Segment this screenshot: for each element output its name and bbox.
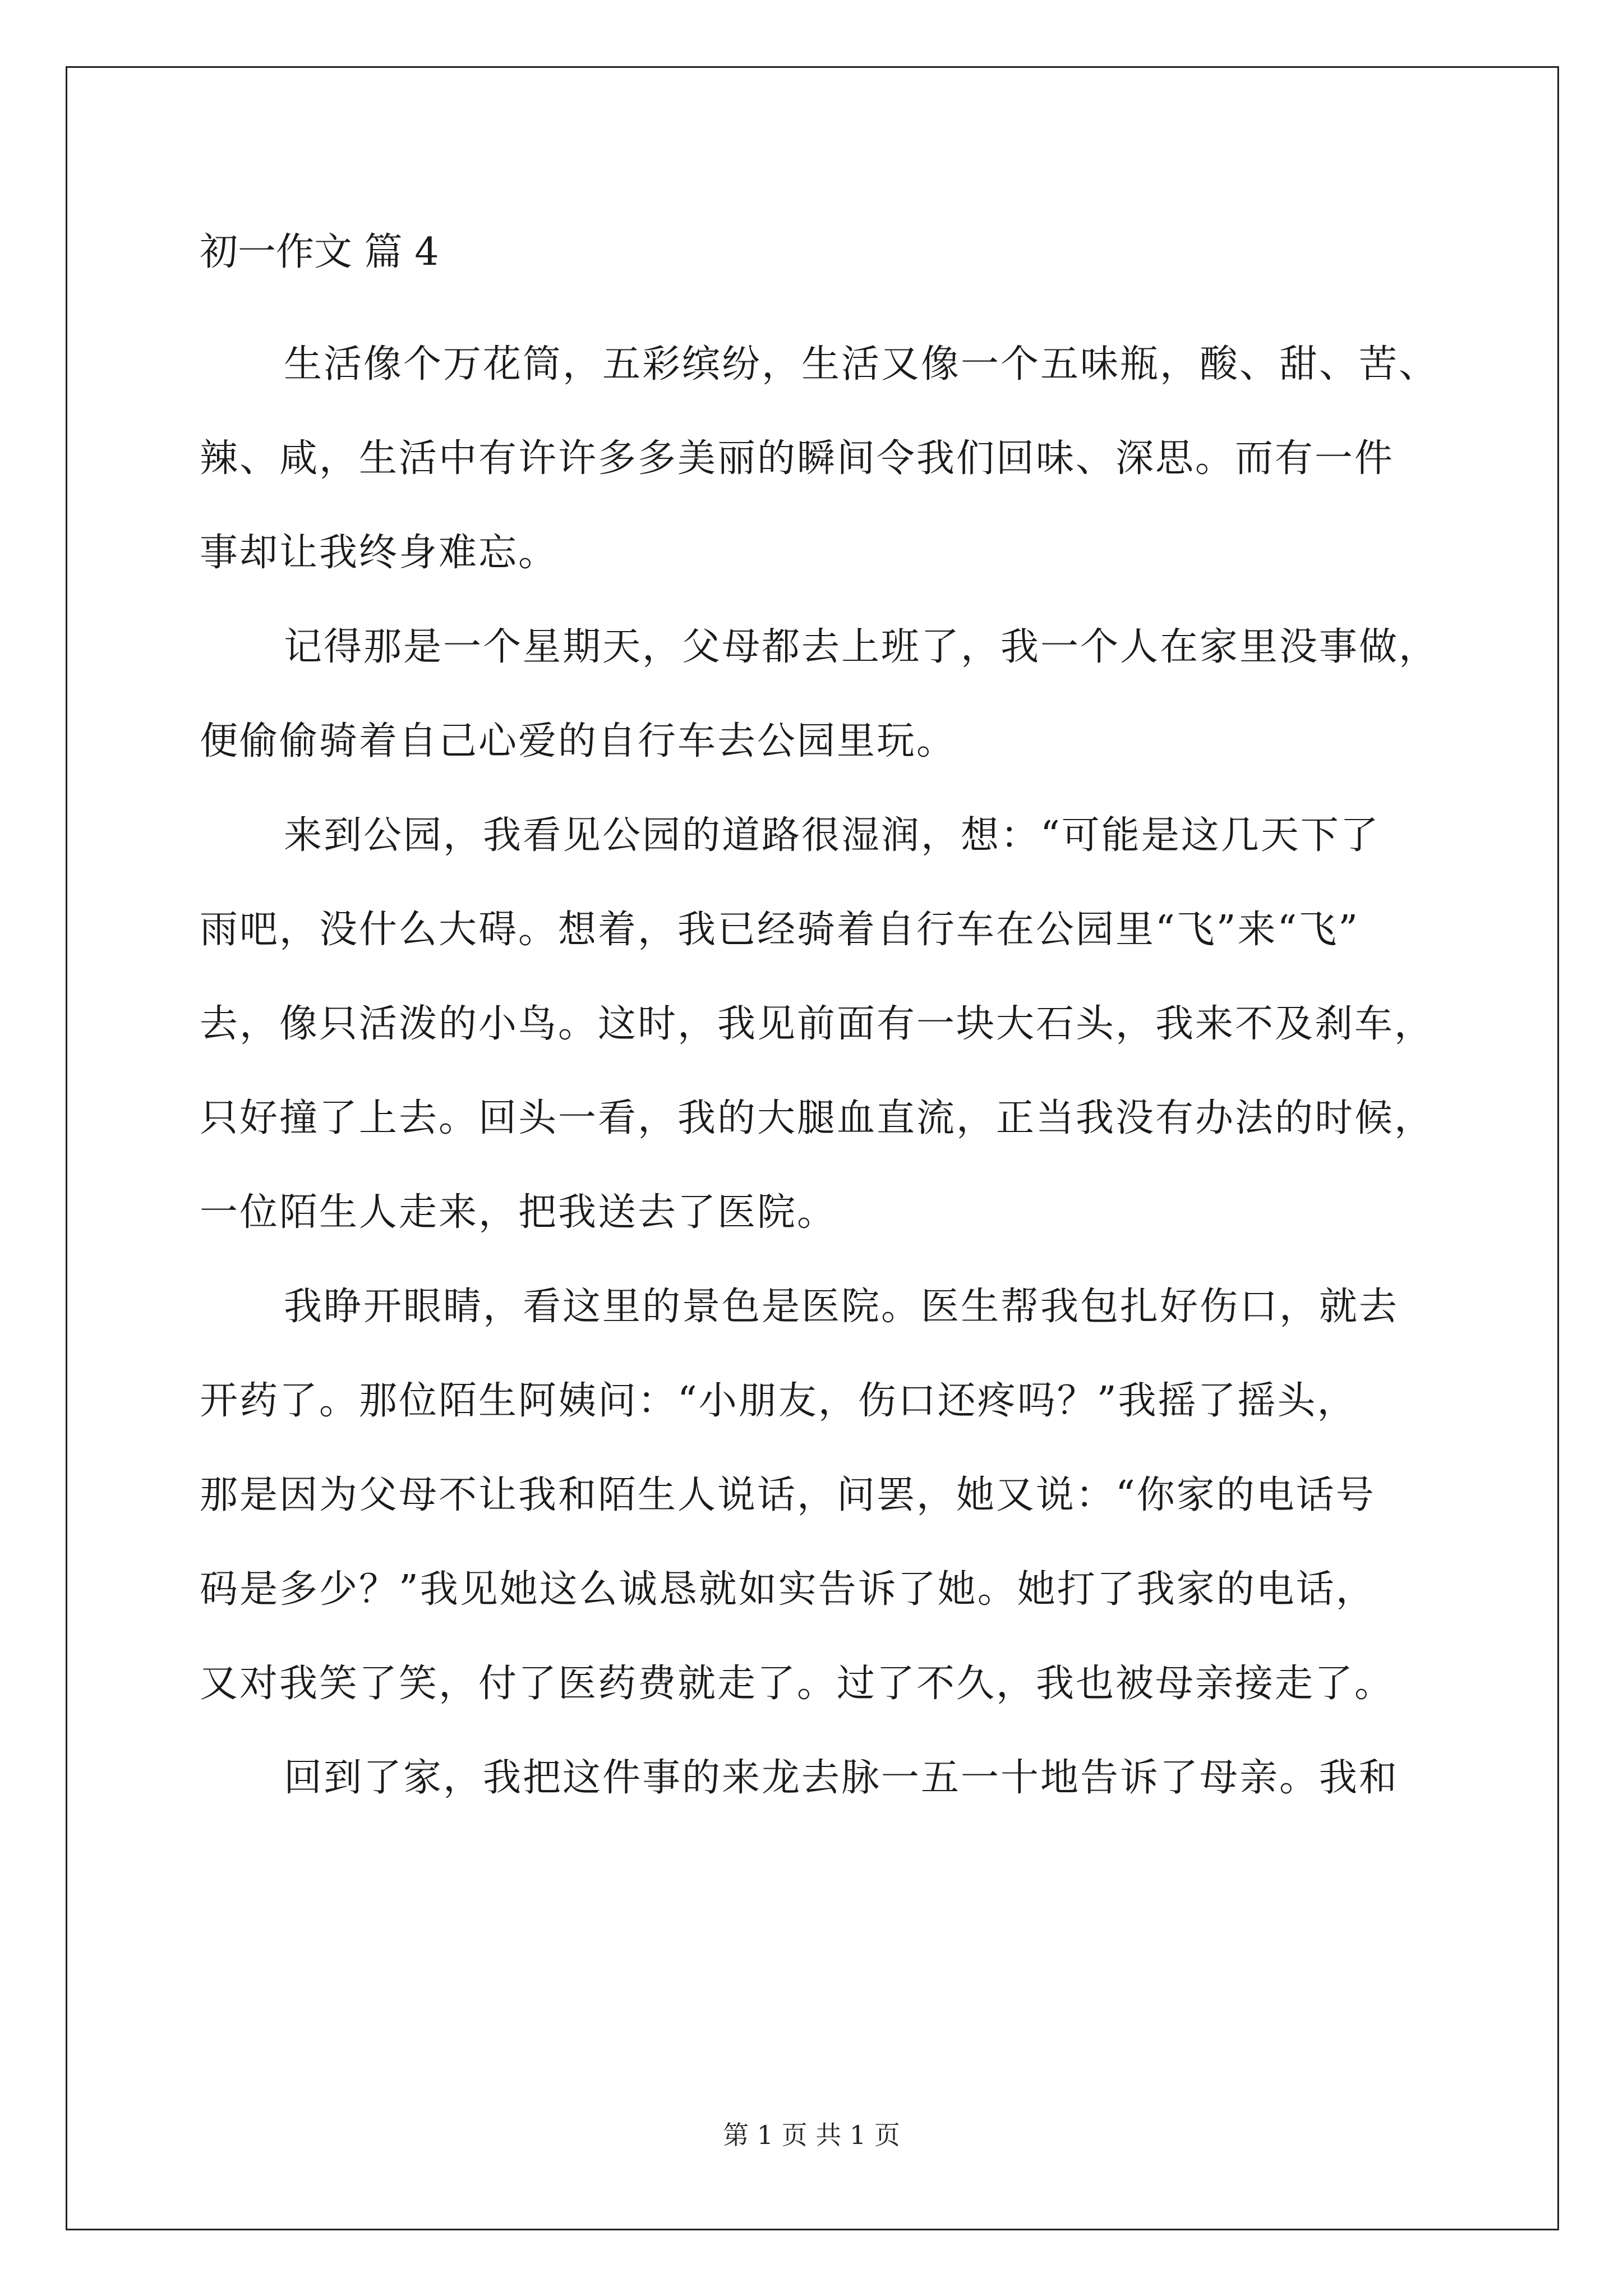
text-line: 雨吧，没什么大碍。想着，我已经骑着自行车在公园里“飞”来“飞”: [200, 908, 1360, 952]
text-line: 来到公园，我看见公园的道路很湿润，想：“可能是这几天下了: [284, 813, 1380, 858]
page-number-footer: 第 1 页 共 1 页: [723, 2120, 900, 2150]
text-line: 我睁开眼睛，看这里的景色是医院。医生帮我包扎好伤口，就去: [284, 1285, 1399, 1329]
text-line: 码是多少？”我见她这么诚恳就如实告诉了她。她打了我家的电话，: [200, 1567, 1376, 1612]
text-line: 记得那是一个星期天，父母都去上班了，我一个人在家里没事做，: [284, 625, 1439, 669]
text-line: 只好撞了上去。回头一看，我的大腿血直流，正当我没有办法的时候，: [200, 1096, 1435, 1140]
text-line: 那是因为父母不让我和陌生人说话，问罢，她又说：“你家的电话号: [200, 1473, 1376, 1517]
paragraph: [200, 318, 1473, 600]
text-line: 事却让我终身难忘。: [200, 531, 559, 575]
text-line: 开药了。那位陌生阿姨问：“小朋友，伤口还疼吗？”我摇了摇头，: [200, 1379, 1357, 1423]
paragraph: [200, 1260, 1473, 1731]
document-body: [200, 223, 1473, 1825]
text-line: 回到了家，我把这件事的来龙去脉一五一十地告诉了母亲。我和: [284, 1756, 1399, 1800]
text-line: 一位陌生人走来，把我送去了医院。: [200, 1190, 837, 1235]
text-line: 去，像只活泼的小鸟。这时，我见前面有一块大石头，我来不及刹车，: [200, 1002, 1435, 1046]
paragraph: [200, 789, 1473, 1260]
paragraph: [200, 1731, 1473, 1825]
document-title: 初一作文 篇 4: [200, 230, 439, 274]
text-line: 辣、咸，生活中有许许多多美丽的瞬间令我们回味、深思。而有一件: [200, 436, 1395, 481]
text-line: 又对我笑了笑，付了医药费就走了。过了不久，我也被母亲接走了。: [200, 1662, 1395, 1706]
paragraph: [200, 600, 1473, 789]
text-line: 便偷偷骑着自己心爱的自行车去公园里玩。: [200, 719, 957, 763]
text-line: 生活像个万花筒，五彩缤纷，生活又像一个五味瓶，酸、甜、苦、: [284, 342, 1439, 386]
